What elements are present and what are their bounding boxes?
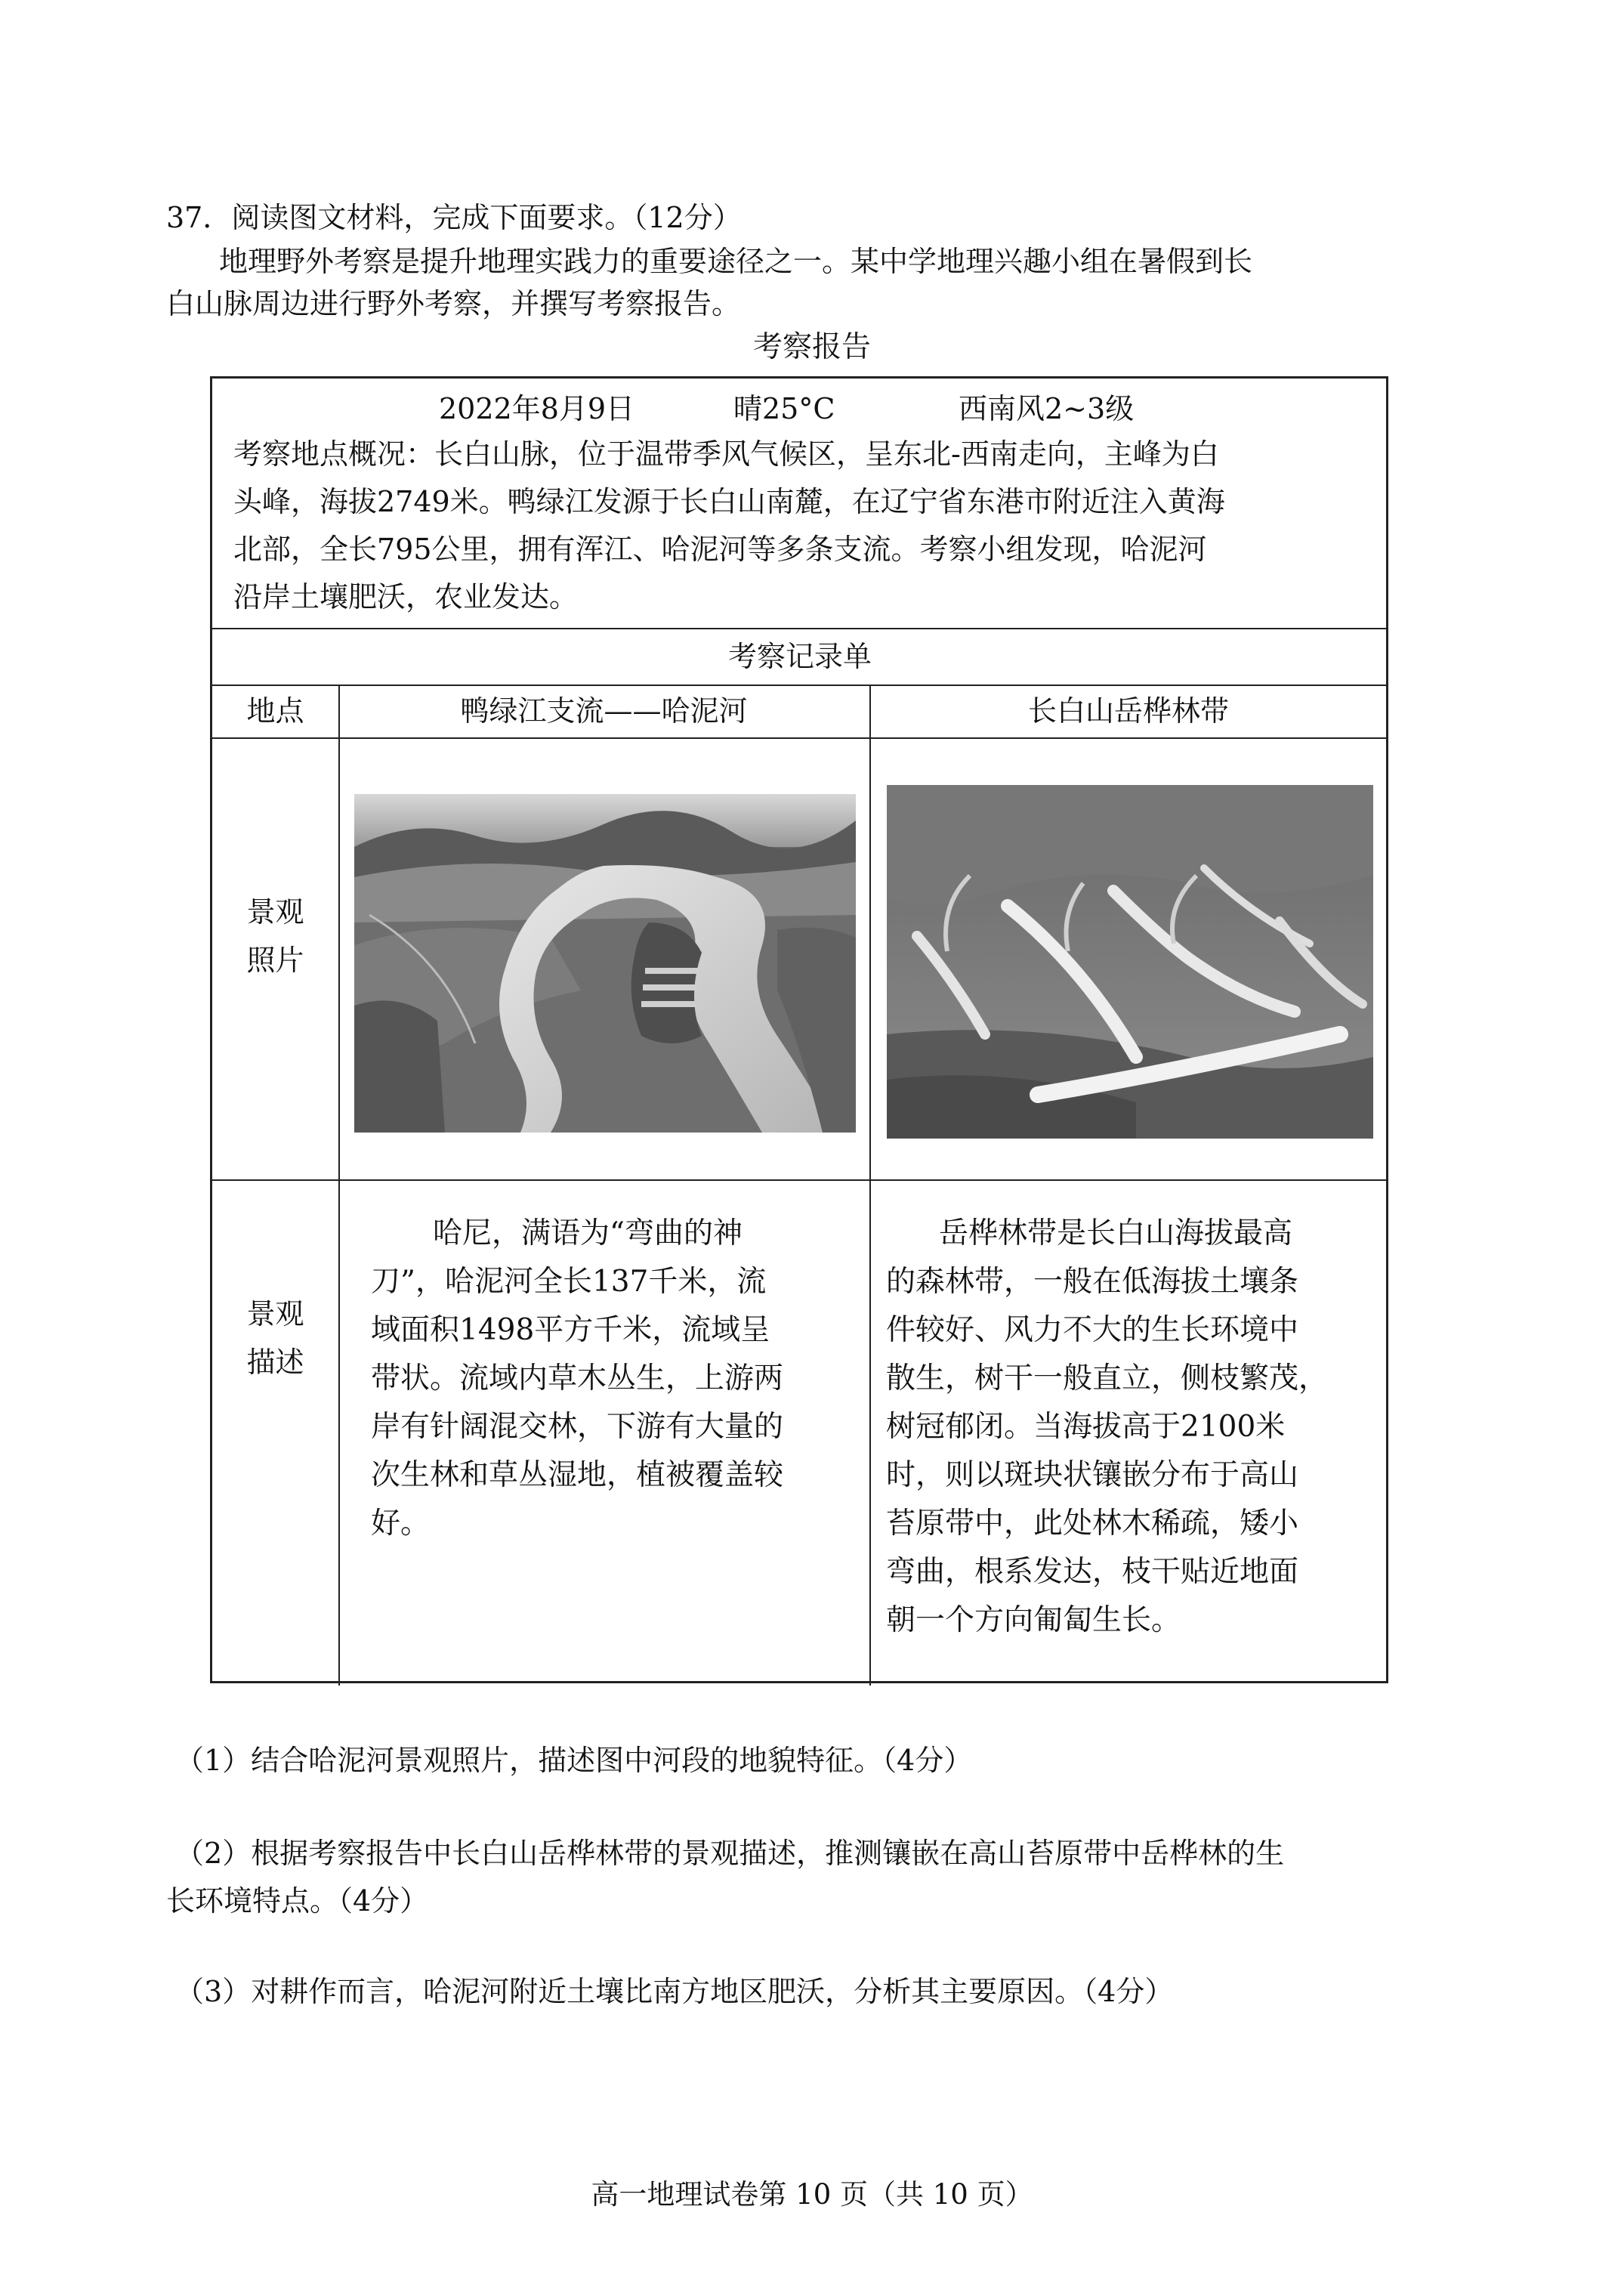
forest-desc-line-1: 岳桦林带是长白山海拔最高 <box>939 1216 1293 1250</box>
river-desc-line-4: 带状。流域内草木丛生，上游两 <box>371 1361 784 1395</box>
overview-line-2: 头峰，海拔2749米。鸭绿江发源于长白山南麓，在辽宁省东港市附近注入黄海 <box>233 485 1225 518</box>
overview-line-4: 沿岸土壤肥沃，农业发达。 <box>233 580 579 613</box>
col-river: 鸭绿江支流——哈泥河 <box>460 694 748 728</box>
forest-desc-line-8: 弯曲，根系发达，枝干贴近地面 <box>886 1555 1299 1589</box>
question-heading: 37．阅读图文材料，完成下面要求。（12分） <box>166 201 742 234</box>
forest-desc-line-4: 散生，树干一般直立，侧枝繁茂， <box>886 1361 1329 1395</box>
col-location: 地点 <box>246 694 304 728</box>
river-desc-line-2: 刀”，哈泥河全长137千米，流 <box>371 1265 767 1299</box>
row-desc-label-2: 描述 <box>246 1346 304 1379</box>
forest-desc-line-9: 朝一个方向匍匐生长。 <box>886 1603 1181 1637</box>
forest-desc-line-5: 树冠郁闭。当海拔高于2100米 <box>886 1410 1286 1444</box>
overview-line-3: 北部，全长795公里，拥有浑江、哈泥河等多条支流。考察小组发现，哈泥河 <box>233 533 1207 566</box>
report-table <box>210 376 1388 1683</box>
row-desc-label-1: 景观 <box>246 1297 304 1330</box>
row-photo-label-1: 景观 <box>246 895 304 929</box>
forest-desc-line-3: 件较好、风力不大的生长环境中 <box>886 1313 1299 1347</box>
intro-line-2: 白山脉周边进行野外考察，并撰写考察报告。 <box>166 287 741 320</box>
page-footer: 高一地理试卷第 10 页（共 10 页） <box>591 2178 1033 2211</box>
row-photo-label-2: 照片 <box>246 944 304 977</box>
record-title: 考察记录单 <box>727 640 872 673</box>
forest-desc-line-6: 时，则以斑块状镶嵌分布于高山 <box>886 1458 1299 1492</box>
river-desc-line-5: 岸有针阔混交林，下游有大量的 <box>371 1410 784 1444</box>
sub-question-2-line-1: （2）根据考察报告中长白山岳桦林带的景观描述，推测镶嵌在高山苔原带中岳桦林的生 <box>175 1837 1285 1870</box>
sub-question-3: （3）对耕作而言，哈泥河附近土壤比南方地区肥沃，分析其主要原因。（4分） <box>175 1975 1174 2008</box>
report-weather: 晴25°C <box>733 392 835 425</box>
river-desc-line-7: 好。 <box>371 1507 431 1541</box>
river-landscape-photo <box>354 794 856 1133</box>
river-desc-line-3: 域面积1498平方千米，流域呈 <box>371 1313 770 1347</box>
birch-forest-photo <box>887 785 1373 1139</box>
intro-line-1: 地理野外考察是提升地理实践力的重要途径之一。某中学地理兴趣小组在暑假到长 <box>219 245 1253 278</box>
report-date: 2022年8月9日 <box>439 392 635 425</box>
river-desc-line-1: 哈尼，满语为“弯曲的神 <box>433 1216 743 1250</box>
forest-desc-line-7: 苔原带中，此处林木稀疏，矮小 <box>886 1507 1299 1541</box>
report-title: 考察报告 <box>752 330 871 364</box>
report-wind: 西南风2~3级 <box>959 392 1135 425</box>
sub-question-1: （1）结合哈泥河景观照片，描述图中河段的地貌特征。（4分） <box>175 1744 973 1777</box>
sub-question-2-line-2: 长环境特点。（4分） <box>166 1884 429 1918</box>
river-desc-line-6: 次生林和草丛湿地，植被覆盖较 <box>371 1458 784 1492</box>
overview-line-1: 考察地点概况：长白山脉，位于温带季风气候区，呈东北-西南走向，主峰为白 <box>233 437 1219 471</box>
col-forest: 长白山岳桦林带 <box>1027 694 1229 728</box>
forest-desc-line-2: 的森林带，一般在低海拔土壤条 <box>886 1265 1299 1299</box>
